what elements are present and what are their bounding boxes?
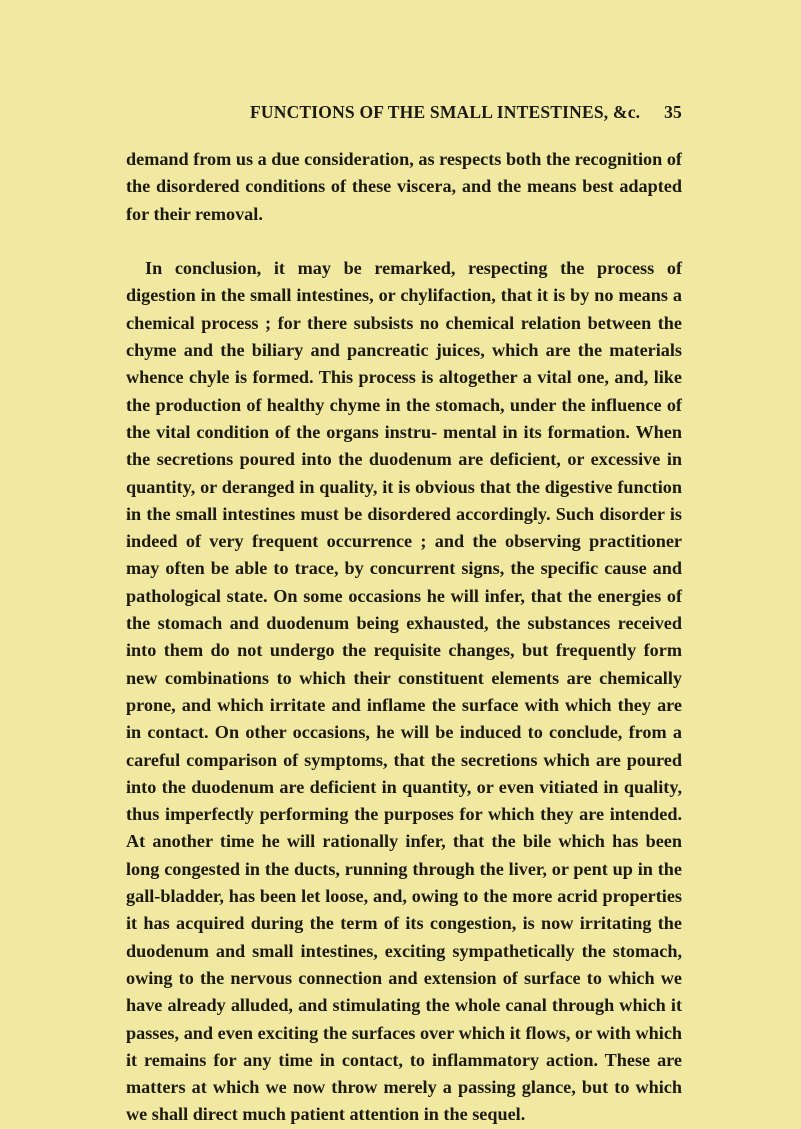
running-title: FUNCTIONS OF THE SMALL INTESTINES, &c. [250,102,641,122]
body-text [126,146,682,1129]
running-head [126,102,682,126]
paragraph-conclusion: In conclusion, it may be remarked, respecting the process of digestion in the small intestines, or chylifaction, that it is by no means a chemical process ; for there subsists no chemical relation between the chyme and the biliary and pancreatic juices, which are the materials whence chyle is formed. This process is altogether a vital one, and, like the production of healthy chyme in the stomach, under the influence of the vital condition of the organs instru- mental in its formation. When the secretions poured into the duodenum are deficient, or excessive in quantity, or deranged in quality, it is obvious that the digestive function in the small intestines must be disordered accordingly. Such disorder is indeed of very frequent occurrence ; and the observing practitioner may often be able to trace, by concurrent signs, the specific cause and pathological state. On some occasions he will infer, that the energies of the stomach and duodenum being exhausted, the substances received into them do not undergo the requisite changes, but frequently form new combinations to which their constituent elements are chemically prone, and which irritate and inflame the surface with which they are in contact. On other occasions, he will be induced to conclude, from a careful comparison of symptoms, that the secretions which are poured into the duodenum are deficient in quantity, or even vitiated in quality, thus imperfectly performing the purposes for which they are intended. At another time he will rationally infer, that the bile which has been long congested in the ducts, running through the liver, or pent up in the gall-bladder, has been let loose, and, owing to the more acrid properties it has acquired during the term of its congestion, is now irritating the duodenum and small intestines, exciting sympathetically the stomach, owing to the nervous connection and extension of surface to which we have already alluded, and stimulating the whole canal through which it passes, and even exciting the surfaces over which it flows, or with which it remains for any time in contact, to inflammatory action. These are matters at which we now throw merely a passing glance, but to which we shall direct much patient attention in the sequel. [126,258,682,1125]
page-number: 35 [664,102,682,122]
paragraph-continued: demand from us a due consideration, as respects both the recognition of the disordered conditions of these viscera, and the means best adapted for their removal. [126,149,682,224]
